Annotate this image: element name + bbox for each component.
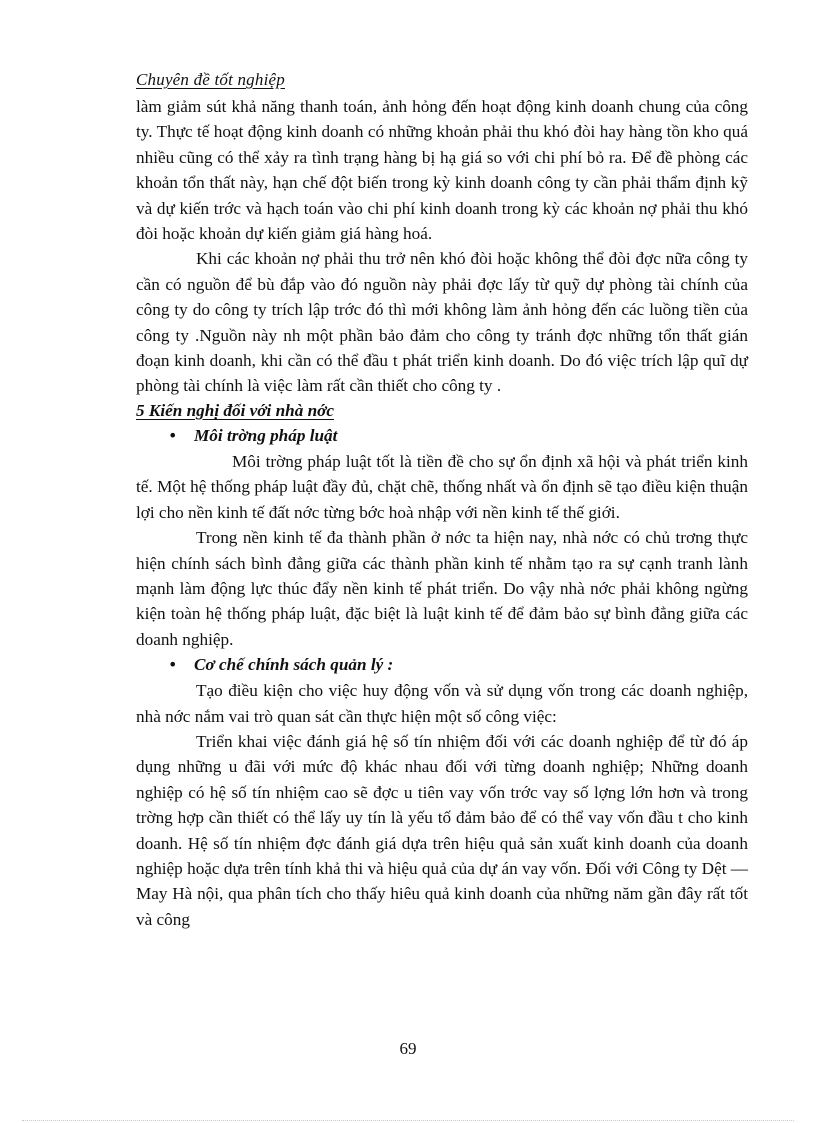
paragraph-4: Trong nền kinh tế đa thành phần ở nớc ta hiện nay, nhà nớc có chủ trơng thực hiện chính sách bình đẳng giữa các thành phần kinh tế nhằm tạo ra sự cạnh tranh lành mạnh làm động lực thúc đẩy nền kinh tế phát triển. Do vậy nhà nớc phải không ngừng kiện toàn hệ thống pháp luật, đặc biệt là luật kinh tế để đảm bảo sự bình đẳng giữa các doanh nghiệp. [136,528,748,649]
bullet-label: Cơ chế chính sách quản lý : [194,655,394,675]
section-heading: 5 Kiến nghị đối với nhà nớc [136,400,335,420]
footer-divider [22,1120,794,1121]
page-number: 69 [399,1039,417,1058]
paragraph-6: Triển khai việc đánh giá hệ số tín nhiệm đối với các doanh nghiệp để từ đó áp dụng những u đãi với mức độ khác nhau đối với từng doanh nghiệp; Những doanh nghiệp có hệ số tín nhiệm cao sẽ đợc u tiên vay vốn trớc vay số lợng lớn hơn và trong trờng hợp cần thiết có thể lấy uy tín là yếu tố đảm bảo để có thể vay vốn đầu t cho kinh doanh. Hệ số tín nhiệm đợc đánh giá dựa trên hiệu quả sản xuất kinh doanh của doanh nghiệp hoặc dựa trên tính khả thi và hiệu quả của dự án vay vốn. Đối với Công ty Dệt — May Hà nội, qua phân tích cho thấy hiêu quả kinh doanh của những năm gần đây rất tốt và công [136,731,748,929]
bullet-legal-environment [136,423,748,449]
paragraph-5: Tạo điều kiện cho việc huy động vốn và sử dụng vốn trong các doanh nghiệp, nhà nớc nắm vai trò quan sát cần thực hiện một số công việc: [136,681,748,726]
bullet-label: Môi trờng pháp luật [194,425,338,445]
paragraph-3: Môi trờng pháp luật tốt là tiền đề cho sự ổn định xã hội và phát triển kinh tế. Một hệ thống pháp luật đầy đủ, chặt chẽ, thống nhất và ổn định sẽ tạo điều kiện thuận lợi cho nền kinh tế đất nớc từng bớc hoà nhập với nền kinh tế thế giới. [136,451,748,522]
paragraph-1: làm giảm sút khả năng thanh toán, ảnh hỏng đến hoạt động kinh doanh chung của công ty. Thực tế hoạt động kinh doanh có những khoản phải thu khó đòi hay hàng tồn kho quá nhiều cũng có thể xảy ra tình trạng hàng bị hạ giá so với chi phí bỏ ra. Để đề phòng các khoản tổn thất này, hạn chế đột biến trong kỳ kinh doanh công ty cần phải thẩm định kỹ và dự kiến trớc và hạch toán vào chi phí kinh doanh trong kỳ các khoản nợ phải thu khó đòi hoặc khoản dự kiến giảm giá hàng hoá. [136,97,748,244]
bullet-policy-mechanism [136,652,748,678]
page-body [136,94,748,932]
bullet-icon: • [168,425,178,445]
bullet-icon: • [168,655,178,675]
paragraph-2: Khi các khoản nợ phải thu trở nên khó đòi hoặc không thể đòi đợc nữa công ty cần có nguồn để bù đắp vào đó nguồn này phải đợc lấy từ quỹ dự phòng tài chính của công ty do công ty trích lập trớc đó thì mới không làm ảnh hỏng đến các luồng tiền của công ty .Nguồn này nh một phần bảo đảm cho công ty tránh đợc những tổn thất gián đoạn kinh doanh, khi cần có thể đầu t phát triển kinh doanh. Do đó việc trích lập quĩ dự phòng tài chính là việc làm rất cần thiết cho công ty . [136,249,748,396]
running-header: Chuyên đề tốt nghiệp [136,70,285,89]
